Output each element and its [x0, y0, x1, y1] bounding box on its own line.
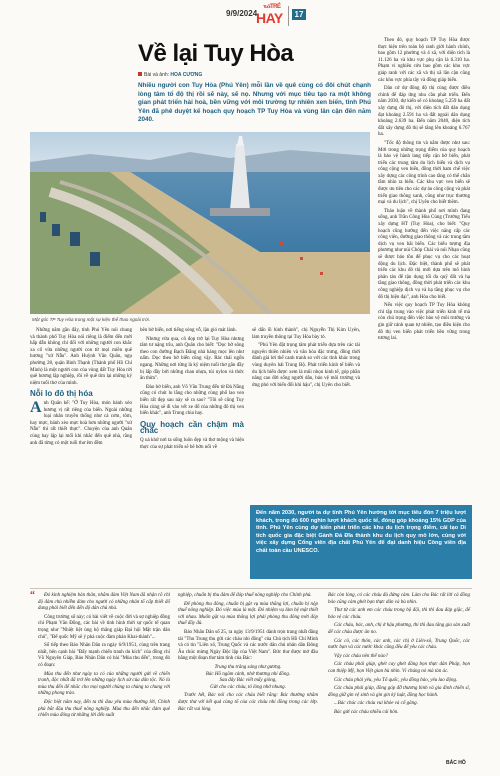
bottom-paragraph: Số tiếp theo Báo Nhân Dân ra ngày 6/9/1951, cùng trên trang nhất, bên cạnh bài "Đẩy mạnh chiến tranh du kích" của đồng chí Võ Nguyên Giáp, Báo Nhân Dân có bài "Mùa thu đến", trong đó có đoạn:	[38, 643, 170, 668]
page-number: 17	[292, 9, 306, 20]
col2-paragraph: bên bờ biển, nơi tiếng sóng vỗ, lặn gió mát lành.	[140, 328, 237, 333]
col4-paragraph: Thảo luận về thành phố nơi mình đang sống, anh Trần Công Hòa Cùng (Trường Tiểu xây dựng HT (Tuy Hòa), cho biết: "Quy hoạch cũng hướng đến việc nâng cấp các công viên, đường giao thông và các trung tâm dịch vụ ven bãi biển. Các biểu tượng địa phương như núi Chóp Chài và núi Nhạn cũng sẽ được bảo tồn để phục vụ cho các hoạt động du lịch. Đặc biệt, thành phố sẽ phát triển các khu đô thị mới dựa trên mô hình phân tán để tận dụng tối đa quỹ đất và hạ tầng giao thông, đồng thời phát triển các khu công nghiệp dịch vụ và hạ tầng phục vụ cho đô thị hiện đại", anh Hòa cho biết.	[378, 208, 470, 300]
col2-paragraph: Nhưng vừa qua, cô đọp trở lại Tuy Hòa nhưng tâm tư nặng trĩu, anh Quân cho biết: "Dọc bờ sông theo con đường Bạch Đằng nhà hàng mọc lên như nấm. Dọc theo bờ biển cũng vậy. Rác thải ngổn ngang. Những nơi từng là ký niệm tuổi thơ gắn đầy bị lấp đầy bởi những chan nhựa, túi nylon và thức ăn thừa".	[140, 336, 244, 382]
col3-paragraph: sẽ dấn ổi hình thành", chị Nguyễn Thị Kim Uyên, làm truyền thông tại Tuy Hòa bày tỏ.	[252, 328, 360, 340]
col4-paragraph: Theo đó, quy hoạch TP Tuy Hòa được thực hiện trên toàn bộ ranh giới hành chính, bao gồm 12 phường và 4 xã, với diện tích là 11.126 ha và khu vực phụ cận là 6.310 ha. Phạm vi nghiên cứu bao gồm các khu vực giáp ranh với các xã và thị xã lân cận cũng các khu vực phía tây và đồng giáp biển.	[378, 38, 470, 83]
bottom-paragraph: Để phòng thu đông, chuẩn bị gặt vụ mùa thắng lợi, chuẩn bị nộp thuế nông nghiệp. Đó việc mùa là một. Đó nhiệm vụ làm hệ mật thiết với nhau. Muốn gặt vụ mùa thắng lợi phải phòng thu đông mới đóp thuế đầy đủ.	[178, 601, 318, 627]
col1-paragraph	[30, 398, 132, 447]
article-column-1	[30, 328, 132, 449]
bottom-paragraph: Các cháu, bác, anh, chị ở hậu phương, thi thì đau tăng gia sản xuất để các chàu được ăn no.	[328, 623, 470, 635]
poem-line: Bác Hồ ngắm cảnh, nhớ thương nhi đồng.	[205, 671, 291, 677]
header-divider	[288, 6, 289, 26]
article-lead: Nhiều người con Tuy Hòa (Phú Yên) mỗi lần về quê cùng có đôi chút chạnh lòng tâm tổ độ thị rồi sẽ này, sẽ nọ. Nhưng với mục tiêu tạo ra một không gian phát triển hài hoà, bền vững với môi trường tự nhiên xen biển, tỉnh Phú Yên đã phê duyệt kế hoạch quy hoạch TP Tuy Hòa và vùng lân cận đến năm 2040.	[138, 82, 371, 124]
logo-main-text: TRẺ	[270, 4, 281, 10]
byline-marker	[138, 72, 142, 76]
col4-paragraph: "Tốc độ thông tin và nắm được như sau: Mới trong những trọng điểm của quy hoạch là bảo vệ hành lang tiếp cận bờ biển, phát triển các trung tâm du lịch biển và dịch vụ công cộng ven biển, đồng thời ham chế việc xây dựng các công trình cao tầng có thể chắn tầm nhìn ra biển. Các khu vực ven biển sẽ được ưu tiên cho các dự án công cộng và phát triển giao thông xanh, cũng như trục thương mại và du lịch", chị Uyên cho biết thêm.	[378, 140, 470, 206]
city-photo-image	[30, 132, 370, 314]
bottom-paragraph: Trước hết, Bác nói cho các cháu biết rằng: Bác thường nhắm được thư với kết quả cùng tổ của các cháu nhi đồng trong các lớp. Bác rất vui lòng.	[178, 693, 318, 712]
bottom-paragraph: Các cháu phải yêu, yêu Tổ quốc, yêu đồng bào, yêu lao động.	[334, 677, 458, 683]
dropcap-a: A	[30, 398, 42, 416]
bottom-column-2	[178, 593, 318, 715]
bottom-paragraph: nghiệp, chuẩn bị thu đảm để đóp thuế nông nghiệp cho Chính phủ.	[178, 593, 312, 598]
subhead-urbanization: Nỗi lo đô thị hóa	[30, 389, 93, 399]
article-column-2	[140, 328, 244, 453]
article-column-3	[252, 328, 360, 391]
issue-date: 9/9/2024	[226, 9, 258, 18]
logo-sub-text: HAY	[256, 10, 283, 26]
bottom-paragraph: ...Bác chúc các cháu vui khỏe và cố gắng.	[334, 701, 418, 707]
col2-paragraph: Đào bờ biển, anh Võ Văn Trung đến từ Đà Nẵng cũng có chút lo lắng cho những cùng phố lao ven biển rất đẹp sau này sẽ ra sao? "Tôi sẽ cũng Tuy Hòa cùng sẽ đi vào vết xe đổ của những đô thị ven biển khác", anh Trung chia hay.	[140, 384, 244, 417]
col1-paragraph-text: nh Quân kể: "Ở Tuy Hòa, món bánh xèo hương vị rất riêng của biển. Ngoài những loại nhân truyền thống như cá cơm, tôm, hay mực, bánh xèo mực hoà hơn những người "xứ Nẫu" thì rất thiết thực". Chuyện của anh Quân cùng hay lập lại mối khi nhắc đến quê nhà, rằng anh đã từng có một tuổi thơ êm đềm	[30, 400, 132, 446]
subhead-planning: Quy hoạch cần chậm mà chắc	[140, 419, 244, 436]
poem-line: Gửi cho các cháu, tỏ lòng nhớ nhung.	[210, 684, 286, 690]
logo-top-text: Tuổi	[263, 4, 271, 9]
bottom-paragraph: Độc biệt năm nay, đến ta thì đau yêu mùa thường lời, Chính phủ bắt đầu thu thuế nông nghiệp. Mùa thu đến nhắc đảm quê chiến mùa đông từ những lời đến xuất	[38, 699, 170, 719]
bottom-paragraph: Các cô, các thôn, các anh, các chị ở Liên-xô, Trung Quốc, các nước bạn và các nước khác cũng đều để yêu các cháu.	[328, 638, 470, 651]
highlight-box: Đến năm 2030, người ta dự tính Phú Yên hướng tới mục tiêu đón 7 triệu lượt khách, trong đó 600 nghìn lượt khách quốc tế, đóng góp khoảng 15% GDP của tỉnh. Phú Yên cùng dự kiến phát triển các khu du lịch trọng điểm, cải tạo Di tích quốc gia đặc biệt Gành Đá Đĩa thành khu du lịch quy mô lớn, cùng với việc xây dựng Cổng viên địa chất Phú Yên để đạt danh hiệu Công viên địa chất toàn cầu UNESCO.	[250, 505, 472, 579]
bottom-paragraph: Công trường số này; có bài viết về cuộc đời và sự nghiệp đồng chí Phạm Văn Đồng, các bài về tình hình thời sự quốc tế quan trọng như "Nhiệt liệt ủng hộ thắng giáp Đại hội Mặt trận dân chủ", "Để quốc Mỹ sẽ ý phá cuộc đàm phán Khai-thành"...	[38, 614, 170, 640]
section-divider	[30, 588, 472, 589]
bottom-paragraph: Bác còn lòng, có các cháu đủ đứng cảm. Làm cho Bác rất lời cả đồng bảo cũng cảm ghét bạn thực dân và bù nhìn.	[328, 593, 470, 605]
col2-paragraph: Q uá khứ nơi ta sống luôn đẹp và thơ mộng và hiện thực của sự phát triển sẽ bê bớn nổi về	[140, 437, 244, 450]
bottom-paragraph: Vậy các cháu nên thế nào?	[334, 653, 389, 659]
bottom-paragraph: Thư từ các anh em các cháu trong bộ đội, thì thì đau đáp giặc, để bảo vệ các cháu.	[328, 608, 470, 620]
bottom-paragraph: Báo Nhân Dân số 25, ra ngày 13/9/1951 dành trọn trang nhất đăng tài "Thu Trung thu gửi các cháu nhi đồng" của Chủ tịch Hồ Chí Minh và có tin "Liên xô, Trung Quốc và các nước dân chủ nhân dân Đông Âu chúc mừng Ngày Độc lập của Việt Nam". Bức thư được mở đầu bằng một đoạn thơ tám tình của Bác:	[178, 629, 318, 662]
magazine-logo	[256, 3, 286, 29]
article-column-4	[378, 38, 470, 345]
bottom-column-1	[38, 593, 170, 722]
bottom-paragraph: Mùa thu đến như ngày ta có của những người gửi về chiến tranh, độc nhất đã trở lên những ngày lịch sử của dân tộc. Nó là mùa thu đến để nhắc cho mọi người chúng ta chúng ta chung với những phong trào.	[38, 671, 170, 697]
city-photo	[30, 132, 370, 314]
bottom-paragraph: Bác gửi các cháu nhiều cái hôn.	[334, 709, 399, 715]
byline-author: HOA CƯƠNG	[170, 72, 203, 78]
poem-line: Trung thu trăng sáng như gương.	[214, 664, 282, 670]
byline	[138, 72, 202, 78]
bottom-paragraph: Các cháu phải giúp, ghét cay ghét đắng bọn thực dân Pháp, bọn can thiệp Mỹ, bọn Việt gian bù nhìn. Vì chúng nó mà tàn ác.	[328, 662, 470, 674]
col3-paragraph: "Phú Yên đặt trọng tâm phát triển dựa trên các tài nguyên thiên nhiên và văn hóa đặc trưng, đồng thời đánh giá lơi thế canh tranh so với các tỉnh khác trong vùng duyên hải Trung Bộ. Phát triển kinh tế biển và du lịch biển được xem là mũi nhọn kinh tế, góp phần nâng cao đời sống người dân, bảo vệ môi trường và ứng phó với biến đổi khí hậu", chị Uyên cho biết.	[252, 343, 360, 388]
article-title: Về lại Tuy Hòa	[138, 40, 294, 67]
byline-prefix: Bài và ảnh:	[144, 72, 170, 78]
signature: BÁC HỒ	[446, 760, 466, 766]
photo-caption: Một góc TP Tuy Hòa trong một sự kiện thể thao ngoài trời.	[32, 317, 151, 322]
bottom-paragraph: Đó kinh nghiệm bản thân, nhằm đảm Việt Nam đã nhận rõ chỉ độ đảm chủ nhiễm đảm cho người có những nhân tố cấp thiết đổ đang phải biết đến đến độ dân chủ nhà.	[38, 593, 170, 612]
col1-paragraph: Những năm gần đây, tỉnh Phú Yên nói chung và thành phố Tuy Hòa nói riêng là điểm đến mới hấp dẫn không chỉ đối với những người con khắc xa cố vừa những người con từ mọi miền quê hương "xứ Nẫu". Anh Huỳnh Văn Quân, ngụ phường 28, quận Bình Thạnh (Thành phố Hồ Chí Minh) là một người con của vùng đất Tuy Hòa rời quê hương lập nghiệp, rồi về quê tìm lại những ký niệm tuổi thơ của mình.	[30, 328, 132, 386]
quote-mark-icon: “	[30, 590, 35, 601]
poem-line: Sau đây Bác viết mấy giòng,	[219, 678, 277, 684]
col4-paragraph: Dân cứ dự đồng độ thị cùng được điều chỉnh để đáp ứng nhu cầu phát triển. Đến năm 2030, dự kiến sẽ có khoảng 5.259 ha đất xây dựng đô thị, với diện tích đất dân dụng đạt khoảng 2.591 ha và đất ngoài dân dụng khoảng 2.639 ha. Đến năm 2040, diện tích đất xây dựng đô thị sẽ tăng lên khoảng 6.767 ha.	[378, 86, 470, 138]
bottom-paragraph: Các cháu phải giúp, đồng góp đỡ thương bình và gia đình chiến sĩ, đồng giữ gìn vệ sinh và gìn gin kỷ luật, đồng học hành.	[328, 686, 470, 698]
col4-paragraph: Nếu việc quy hoạch TP Tuy Hòa không chỉ tập trung vào việc phát triển kinh tế mà còn chú trọng đến việc bảo vệ môi trường và gìn giữ cảnh quan tự nhiên, tạo điều kiện cho đô thị ven biển phát triển bền vững trong tương lai.	[378, 303, 470, 342]
bottom-column-3	[328, 593, 470, 719]
